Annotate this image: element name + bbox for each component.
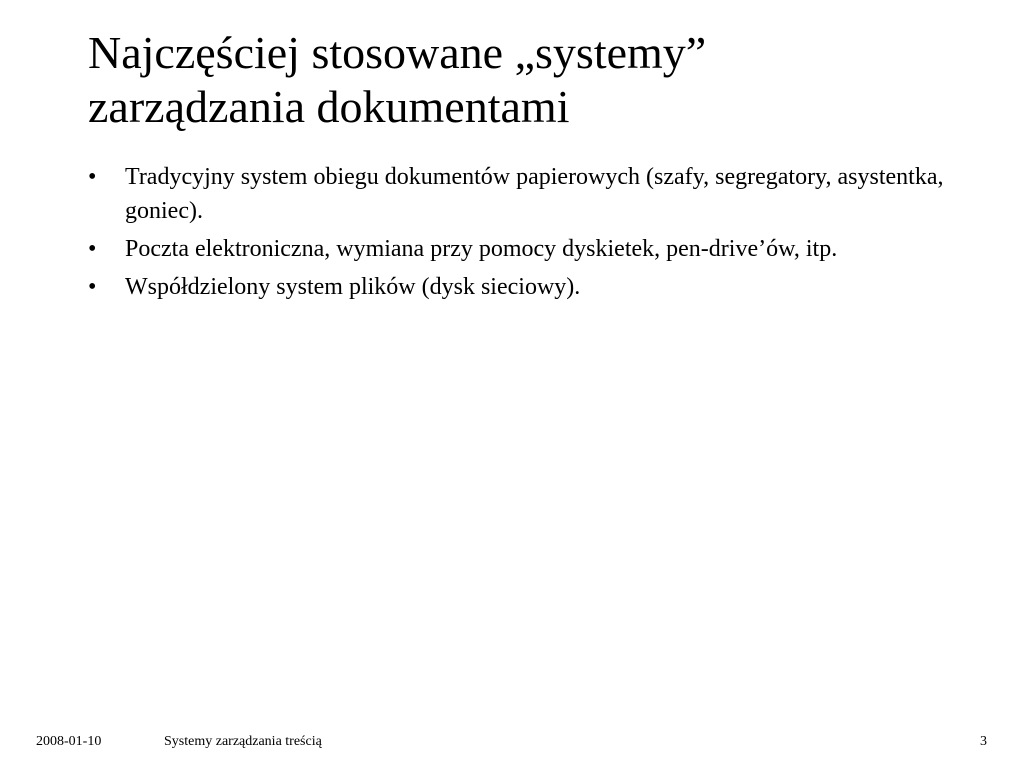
bullet-text-3: Współdzielony system plików (dysk sieciowy). [125, 274, 581, 300]
bullet-text-2: Poczta elektroniczna, wymiana przy pomocy dyskietek, pen-drive’ów, itp. [125, 236, 838, 262]
bullet-item-2 [88, 232, 948, 266]
slide-title [88, 26, 948, 134]
footer-title: Systemy zarządzania treścią [164, 734, 322, 749]
bullet-icon: • [88, 164, 97, 190]
slide-title-line-2: zarządzania dokumentami [88, 81, 570, 132]
bullet-list [88, 160, 948, 308]
bullet-icon: • [88, 274, 97, 300]
bullet-item-3 [88, 270, 948, 304]
bullet-item-1 [88, 160, 948, 228]
bullet-icon: • [88, 236, 97, 262]
bullet-text-1: Tradycyjny system obiegu dokumentów papierowych (szafy, segregatory, asystentka, goniec). [125, 164, 944, 224]
footer-date: 2008-01-10 [36, 734, 102, 749]
footer-page-number: 3 [980, 734, 987, 749]
slide-title-line-1: Najczęściej stosowane „systemy” [88, 27, 707, 78]
